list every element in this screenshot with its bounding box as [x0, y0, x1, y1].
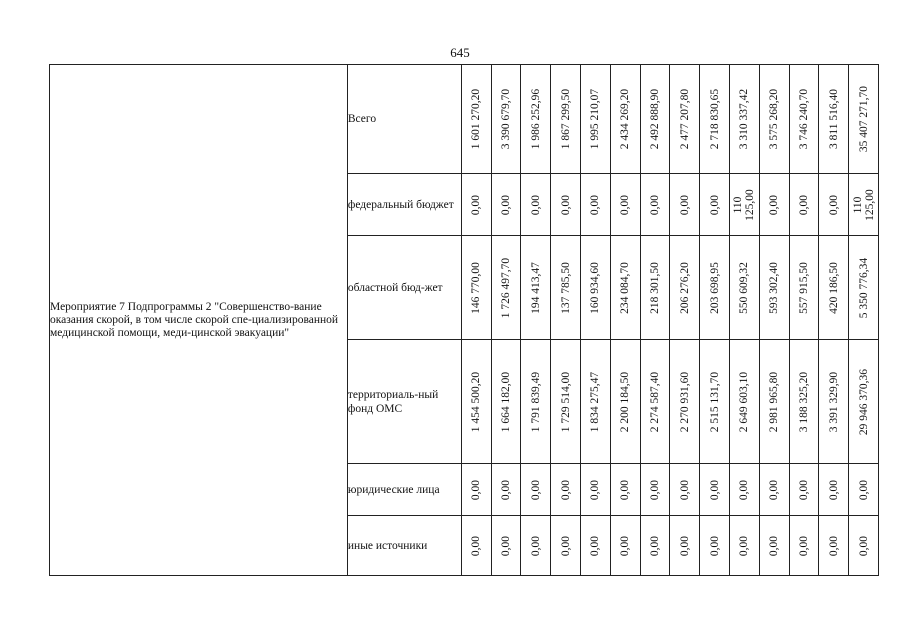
value-text: 110 125,00 [732, 188, 757, 221]
value-text: 2 492 888,90 [648, 88, 661, 150]
value-text: 35 407 271,70 [857, 85, 870, 153]
value-cell [789, 340, 819, 464]
value-cell [461, 236, 491, 340]
value-cell [640, 516, 670, 576]
value-cell [759, 236, 789, 340]
value-text: 2 981 965,80 [768, 371, 781, 432]
value-text: 1 601 270,20 [470, 88, 483, 150]
value-cell [819, 174, 849, 236]
value-text: 0,00 [529, 535, 542, 556]
value-cell [670, 516, 700, 576]
value-text: 0,00 [827, 535, 840, 556]
value-text: 0,00 [648, 479, 661, 500]
value-text: 0,00 [559, 479, 572, 500]
value-text: 0,00 [648, 535, 661, 556]
value-text: 0,00 [678, 535, 691, 556]
value-text: 0,00 [619, 479, 632, 500]
value-cell [789, 516, 819, 576]
value-cell [759, 65, 789, 174]
value-cell [729, 464, 759, 516]
value-cell [670, 236, 700, 340]
value-text: 0,00 [589, 479, 602, 500]
value-text: 2 477 207,80 [678, 88, 691, 150]
value-text: 0,00 [857, 535, 870, 556]
value-text: 1 995 210,07 [589, 88, 602, 150]
value-text: 593 302,40 [768, 261, 781, 314]
value-cell [581, 340, 611, 464]
value-text: 2 270 931,60 [678, 371, 691, 432]
value-text: 1 834 275,47 [589, 371, 602, 432]
value-text: 3 811 516,40 [827, 89, 840, 149]
value-cell [700, 464, 730, 516]
value-cell [729, 340, 759, 464]
value-cell [581, 174, 611, 236]
value-cell [640, 174, 670, 236]
value-cell [849, 516, 879, 576]
value-text: 5 350 776,34 [857, 257, 870, 318]
value-text: 0,00 [827, 194, 840, 215]
value-text: 0,00 [470, 535, 483, 556]
value-text: 206 276,20 [678, 261, 691, 314]
value-cell [700, 65, 730, 174]
value-text: 2 274 587,40 [648, 371, 661, 432]
value-text: 0,00 [738, 479, 751, 500]
value-cell [521, 65, 551, 174]
value-cell [521, 236, 551, 340]
funding-source-label: областной бюд-жет [347, 236, 461, 340]
value-text: 420 186,50 [827, 261, 840, 314]
value-cell [640, 65, 670, 174]
value-text: 0,00 [589, 535, 602, 556]
funding-table [49, 64, 879, 576]
value-text: 0,00 [797, 479, 810, 500]
value-cell [551, 464, 581, 516]
value-cell [789, 174, 819, 236]
value-cell [640, 464, 670, 516]
value-text: 3 575 268,20 [768, 88, 781, 150]
value-cell [610, 464, 640, 516]
value-cell [640, 236, 670, 340]
value-cell [819, 340, 849, 464]
value-cell [700, 174, 730, 236]
value-text: 3 188 325,20 [797, 371, 810, 432]
value-text: 2 718 830,65 [708, 88, 721, 150]
value-cell [461, 174, 491, 236]
value-text: 2 649 603,10 [738, 371, 751, 432]
value-cell [461, 464, 491, 516]
funding-source-label: Всего [347, 65, 461, 174]
value-text: 0,00 [500, 194, 513, 215]
value-text: 0,00 [768, 479, 781, 500]
value-text: 0,00 [768, 194, 781, 215]
value-cell [491, 516, 521, 576]
value-cell [581, 464, 611, 516]
value-cell [819, 65, 849, 174]
value-cell [670, 174, 700, 236]
value-cell [610, 65, 640, 174]
value-cell [551, 340, 581, 464]
value-text: 3 391 329,90 [827, 371, 840, 432]
value-text: 194 413,47 [529, 261, 542, 314]
value-text: 1 726 497,70 [500, 257, 513, 318]
value-cell [491, 340, 521, 464]
value-cell [610, 236, 640, 340]
value-text: 234 084,70 [619, 261, 632, 314]
value-text: 1 986 252,96 [529, 88, 542, 150]
value-cell [461, 340, 491, 464]
value-cell [491, 174, 521, 236]
value-cell [700, 516, 730, 576]
value-cell [551, 65, 581, 174]
value-cell [849, 65, 879, 174]
value-text: 3 310 337,42 [738, 88, 751, 150]
value-text: 1 729 514,00 [559, 371, 572, 432]
funding-source-label: федеральный бюджет [347, 174, 461, 236]
table-row [50, 65, 879, 174]
value-text: 218 301,50 [648, 261, 661, 314]
value-text: 0,00 [619, 194, 632, 215]
value-cell [819, 464, 849, 516]
value-cell [729, 174, 759, 236]
value-text: 0,00 [529, 479, 542, 500]
funding-source-label: территориаль-ный фонд ОМС [347, 340, 461, 464]
value-text: 0,00 [500, 479, 513, 500]
value-text: 1 664 182,00 [500, 371, 513, 432]
value-text: 3 390 679,70 [500, 88, 513, 150]
value-text: 160 934,60 [589, 261, 602, 314]
value-cell [551, 174, 581, 236]
value-text: 2 434 269,20 [619, 88, 632, 150]
value-cell [670, 65, 700, 174]
value-cell [610, 340, 640, 464]
value-text: 3 746 240,70 [797, 88, 810, 150]
value-cell [759, 516, 789, 576]
value-text: 0,00 [708, 479, 721, 500]
value-cell [729, 236, 759, 340]
value-text: 0,00 [708, 194, 721, 215]
value-cell [551, 516, 581, 576]
value-cell [729, 516, 759, 576]
value-cell [849, 174, 879, 236]
value-text: 0,00 [708, 535, 721, 556]
value-cell [849, 236, 879, 340]
value-cell [789, 236, 819, 340]
value-cell [521, 516, 551, 576]
value-text: 0,00 [470, 194, 483, 215]
value-text: 2 515 131,70 [708, 371, 721, 432]
value-text: 0,00 [589, 194, 602, 215]
value-text: 0,00 [738, 535, 751, 556]
value-cell [491, 236, 521, 340]
value-cell [610, 516, 640, 576]
value-text: 0,00 [529, 194, 542, 215]
value-cell [461, 65, 491, 174]
value-text: 29 946 370,36 [857, 368, 870, 435]
value-text: 0,00 [470, 479, 483, 500]
value-cell [729, 65, 759, 174]
value-text: 137 785,50 [559, 261, 572, 314]
value-text: 0,00 [797, 535, 810, 556]
value-text: 1 791 839,49 [529, 371, 542, 432]
value-text: 0,00 [678, 194, 691, 215]
value-text: 203 698,95 [708, 261, 721, 314]
value-text: 1 867 299,50 [559, 88, 572, 150]
value-text: 0,00 [648, 194, 661, 215]
value-cell [670, 340, 700, 464]
value-cell [491, 65, 521, 174]
value-cell [759, 174, 789, 236]
funding-source-label: иные источники [347, 516, 461, 576]
value-cell [521, 464, 551, 516]
value-cell [759, 464, 789, 516]
value-cell [581, 65, 611, 174]
value-cell [819, 236, 849, 340]
value-cell [670, 464, 700, 516]
table-body [50, 65, 879, 576]
value-cell [491, 464, 521, 516]
value-cell [581, 236, 611, 340]
value-cell [461, 516, 491, 576]
value-cell [700, 236, 730, 340]
value-cell [581, 516, 611, 576]
value-text: 550 609,32 [738, 261, 751, 314]
value-text: 1 454 500,20 [470, 371, 483, 432]
value-text: 110 125,00 [851, 188, 876, 221]
value-cell [849, 464, 879, 516]
value-cell [700, 340, 730, 464]
event-description: Мероприятие 7 Подпрограммы 2 "Совершенство-вание оказания скорой, в том числе скорой спе-циализированной медицинской помощи, меди-цинской эвакуации" [50, 65, 348, 576]
value-cell [521, 340, 551, 464]
value-text: 0,00 [857, 479, 870, 500]
value-text: 0,00 [500, 535, 513, 556]
value-cell [551, 236, 581, 340]
value-text: 0,00 [797, 194, 810, 215]
value-cell [849, 340, 879, 464]
value-text: 0,00 [827, 479, 840, 500]
value-text: 0,00 [678, 479, 691, 500]
value-cell [610, 174, 640, 236]
page-number: 645 [450, 45, 470, 60]
value-text: 0,00 [559, 535, 572, 556]
value-text: 0,00 [619, 535, 632, 556]
funding-source-label: юридические лица [347, 464, 461, 516]
value-cell [521, 174, 551, 236]
value-cell [759, 340, 789, 464]
value-cell [789, 65, 819, 174]
value-text: 0,00 [559, 194, 572, 215]
value-cell [789, 464, 819, 516]
value-text: 2 200 184,50 [619, 371, 632, 432]
value-text: 557 915,50 [797, 261, 810, 314]
value-text: 146 770,00 [470, 261, 483, 314]
value-cell [819, 516, 849, 576]
value-text: 0,00 [768, 535, 781, 556]
value-cell [640, 340, 670, 464]
